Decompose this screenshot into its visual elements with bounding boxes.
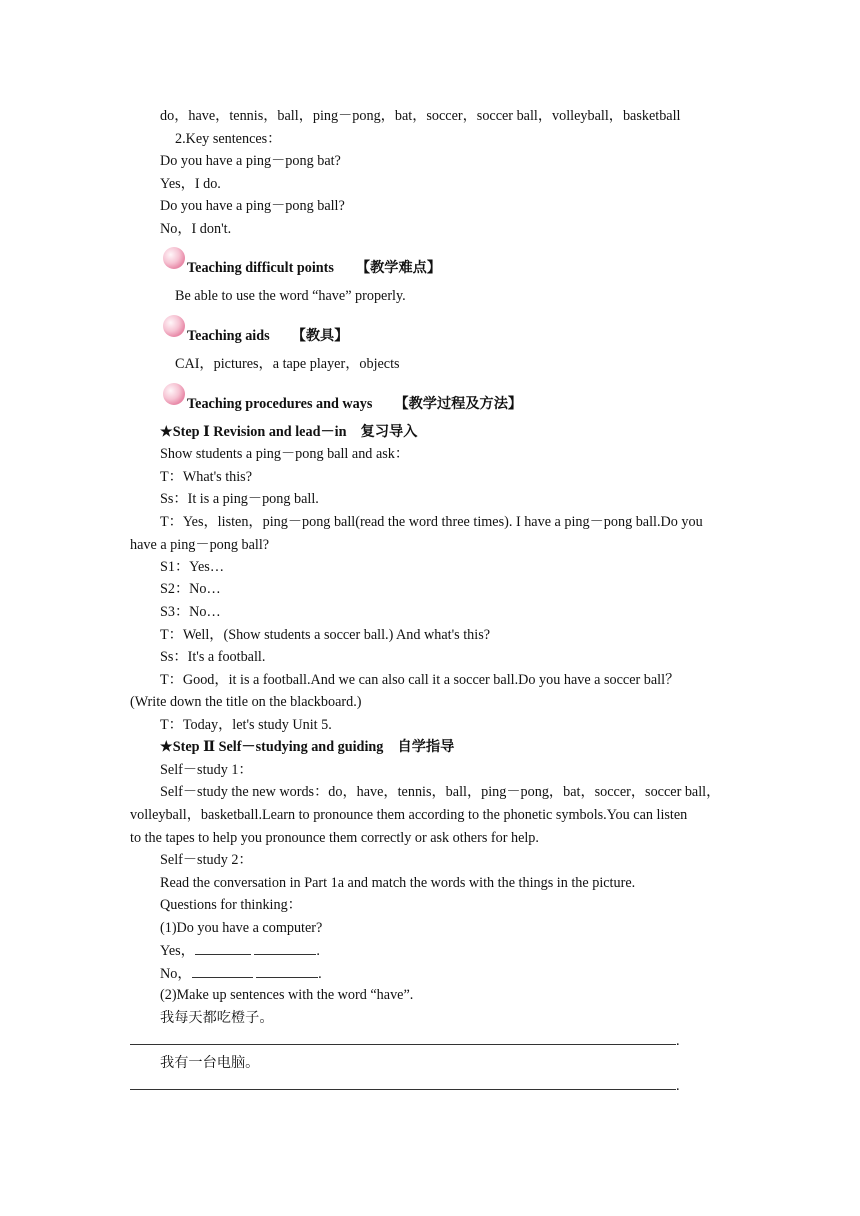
blank-field[interactable] xyxy=(195,941,251,955)
key-sentences-label: 2.Key sentences： xyxy=(175,131,282,147)
dialogue-line: T：Good，it is a football.And we can also call it a soccer ball.Do you have a soccer ball？ xyxy=(160,672,680,688)
dialogue-line: T：Yes，listen，ping－pong ball(read the word three times). I have a ping－pong ball.Do you xyxy=(160,514,703,530)
read-conversation: Read the conversation in Part 1a and match the words with the things in the picture. xyxy=(160,875,636,891)
sentence-a1: Yes，I do. xyxy=(160,176,221,192)
heading-aids-en: Teaching aids xyxy=(187,328,270,344)
step-2-heading: ★Step Ⅱ Self－studying and guiding 自学指导 xyxy=(160,739,455,755)
heading-difficult-points xyxy=(187,259,441,277)
blank-field[interactable] xyxy=(192,964,253,978)
answer-line-2[interactable] xyxy=(130,1089,676,1090)
dialogue-line: Ss：It is a ping－pong ball. xyxy=(160,491,319,507)
pink-sphere-icon xyxy=(161,313,187,339)
yes-prefix: Yes， xyxy=(160,943,195,959)
chinese-prompt-2: 我有一台电脑。 xyxy=(160,1055,260,1071)
questions-label: Questions for thinking： xyxy=(160,897,302,913)
heading-difficult-cn: 【教学难点】 xyxy=(355,260,442,276)
heading-procedures-cn: 【教学过程及方法】 xyxy=(394,396,523,412)
step-1-heading: ★Step Ⅰ Revision and lead－in 复习导入 xyxy=(160,424,418,440)
blank-field[interactable] xyxy=(254,941,316,955)
dialogue-line: S3：No… xyxy=(160,604,221,620)
chinese-prompt-1: 我每天都吃橙子。 xyxy=(160,1010,274,1026)
answer-no-line xyxy=(160,964,322,983)
heading-teaching-aids xyxy=(187,327,348,345)
dialogue-line: T：Today，let's study Unit 5. xyxy=(160,717,332,733)
period: . xyxy=(676,1033,680,1049)
sentence-q2: Do you have a ping－pong ball? xyxy=(160,198,345,214)
heading-difficult-en: Teaching difficult points xyxy=(187,260,334,276)
vocabulary-line: do，have，tennis，ball，ping－pong，bat，soccer，soccer ball，volleyball，basketball xyxy=(160,108,681,124)
heading-procedures-en: Teaching procedures and ways xyxy=(187,396,373,412)
heading-procedures xyxy=(187,395,522,413)
aids-text: CAI，pictures，a tape player，objects xyxy=(175,356,400,372)
pink-sphere-icon xyxy=(161,381,187,407)
pink-sphere-icon xyxy=(161,245,187,271)
answer-line-1[interactable] xyxy=(130,1044,676,1045)
dialogue-line: (Write down the title on the blackboard.) xyxy=(130,694,362,710)
self-study-1-label: Self－study 1： xyxy=(160,762,253,778)
dialogue-line: have a ping－pong ball? xyxy=(130,537,270,553)
difficult-text: Be able to use the word “have” properly. xyxy=(175,288,406,304)
dialogue-line: T：What's this? xyxy=(160,469,252,485)
no-prefix: No， xyxy=(160,966,192,982)
blank-field[interactable] xyxy=(256,964,318,978)
sentence-q1: Do you have a ping－pong bat? xyxy=(160,153,341,169)
self-study-2-label: Self－study 2： xyxy=(160,852,253,868)
dialogue-line: S1：Yes… xyxy=(160,559,225,575)
period: . xyxy=(676,1078,680,1094)
dialogue-line: T：Well，(Show students a soccer ball.) And what's this? xyxy=(160,627,491,643)
dialogue-line: Ss：It's a football. xyxy=(160,649,266,665)
heading-aids-cn: 【教具】 xyxy=(291,328,349,344)
answer-yes-line xyxy=(160,941,320,960)
self-study-text: volleyball，basketball.Learn to pronounce them according to the phonetic symbols.You can listen xyxy=(130,807,688,823)
sentence-a2: No，I don't. xyxy=(160,221,232,237)
period: . xyxy=(318,966,322,982)
self-study-text: Self－study the new words：do，have，tennis，ball，ping－pong，bat，soccer，soccer ball， xyxy=(160,784,721,800)
question-computer: (1)Do you have a computer? xyxy=(160,920,323,936)
self-study-text: to the tapes to help you pronounce them correctly or ask others for help. xyxy=(130,830,539,846)
step1-show: Show students a ping－pong ball and ask： xyxy=(160,446,410,462)
period: . xyxy=(316,943,320,959)
dialogue-line: S2：No… xyxy=(160,581,221,597)
make-up-instruction: (2)Make up sentences with the word “have”. xyxy=(160,987,414,1003)
